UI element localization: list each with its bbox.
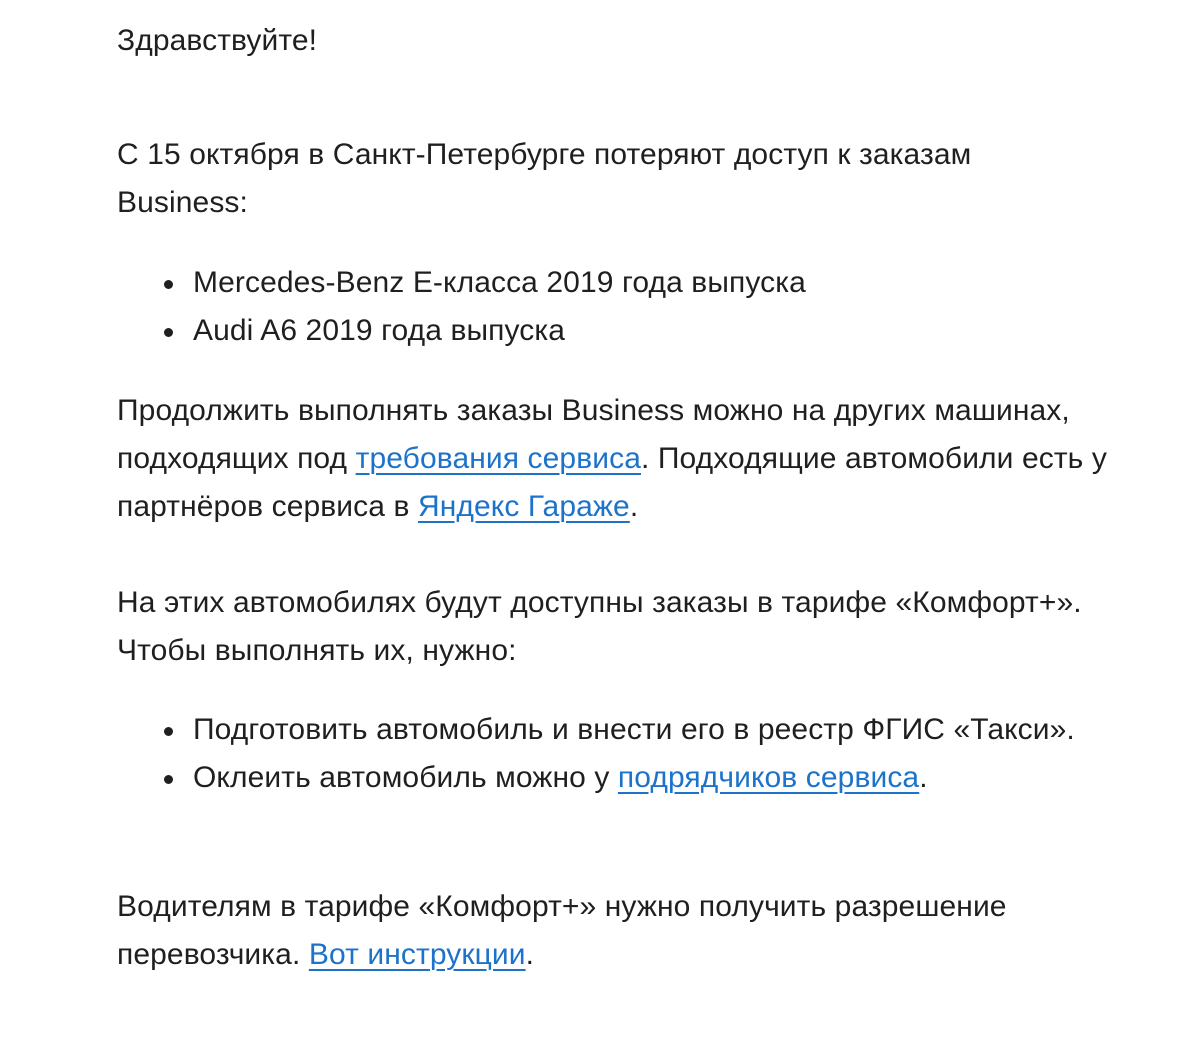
bullet-icon — [164, 727, 173, 736]
list-item — [117, 706, 1107, 754]
list-item — [117, 307, 1107, 355]
requirements-link[interactable]: требования сервиса — [355, 442, 641, 475]
intro-paragraph: С 15 октября в Санкт-Петербурге потеряют доступ к заказам Business: — [117, 138, 972, 219]
drivers-text-end: . — [525, 938, 535, 971]
list-item-text: Подготовить автомобиль и внести его в реестр ФГИС «Такси». — [193, 713, 1075, 746]
continue-text-middle: . Подходящие автомобили есть у партнёров сервиса в — [117, 442, 1107, 523]
list-item-text: Mercedes-Benz E-класса 2019 года выпуска — [193, 266, 806, 299]
continue-text-end: . — [629, 490, 639, 523]
drivers-paragraph — [117, 883, 1107, 979]
comfort-paragraph: На этих автомобилях будут доступны заказы в тарифе «Комфорт+». Чтобы выполнять их, нужно: — [117, 586, 1082, 667]
yandex-garage-link[interactable]: Яндекс Гараже — [417, 490, 630, 523]
continue-paragraph — [117, 387, 1107, 531]
list-item-text-end: . — [919, 761, 928, 794]
list-item-text-start: Оклеить автомобиль можно у — [193, 761, 618, 794]
affected-cars-list — [117, 259, 1107, 355]
list-item — [117, 259, 1107, 307]
list-item-text: Audi A6 2019 года выпуска — [193, 314, 566, 347]
drivers-text: Водителям в тарифе «Комфорт+» нужно получить разрешение перевозчика. — [117, 890, 1007, 971]
bullet-icon — [164, 775, 173, 784]
contractors-link[interactable]: подрядчиков сервиса — [617, 761, 920, 794]
bullet-icon — [164, 328, 173, 337]
greeting: Здравствуйте! — [117, 24, 318, 57]
list-item — [117, 754, 1107, 802]
continue-text-start: Продолжить выполнять заказы Business можно на других машинах, подходящих под — [117, 394, 1070, 475]
steps-list — [117, 706, 1107, 802]
bullet-icon — [164, 280, 173, 289]
instructions-link[interactable]: Вот инструкции — [308, 938, 526, 971]
